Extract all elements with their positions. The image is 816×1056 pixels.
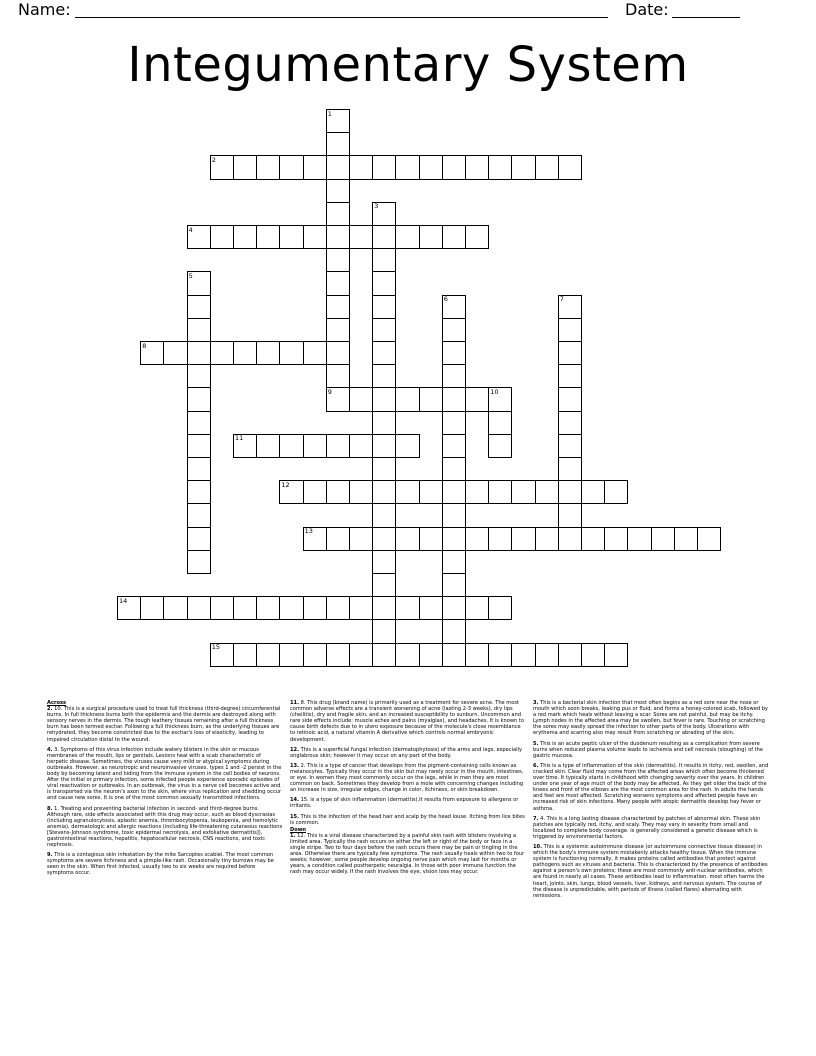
grid-cell[interactable] (187, 503, 211, 527)
grid-cell[interactable] (256, 225, 280, 249)
clue-across-13: 13. 2. This is a type of cancer that develops from the pigment-containing cells known as melanocytes. Typically they occur in the skin but may rarely occur in the mouth, intestines, or eye. In women they most commonly occur on the legs, while in men they are most common on back. Sometimes they develop from a mole with concerning changes including an increase in size, irregular edges, change in color, itchiness, or skin breakdown. (290, 762, 524, 794)
grid-cell[interactable] (558, 480, 582, 504)
name-label: Name: (18, 0, 71, 19)
grid-cell[interactable] (395, 527, 419, 551)
grid-cell[interactable] (558, 295, 582, 319)
grid-cell[interactable] (372, 387, 396, 411)
grid-cell[interactable] (256, 155, 280, 179)
grid-cell[interactable] (349, 225, 373, 249)
clues-column-1 (47, 700, 283, 881)
grid-cell[interactable] (279, 434, 303, 458)
clue-number: 4 (188, 225, 193, 234)
grid-cell[interactable] (187, 364, 211, 388)
grid-cell[interactable] (442, 341, 466, 365)
grid-cell[interactable] (581, 480, 605, 504)
grid-cell[interactable] (326, 271, 350, 295)
grid-cell[interactable] (581, 527, 605, 551)
grid-cell[interactable] (488, 527, 512, 551)
grid-cell[interactable] (465, 643, 489, 667)
grid-cell[interactable] (442, 480, 466, 504)
across-heading: Across (47, 700, 67, 706)
grid-cell[interactable] (395, 387, 419, 411)
grid-cell[interactable] (442, 643, 466, 667)
grid-cell[interactable] (210, 225, 234, 249)
grid-cell[interactable] (349, 596, 373, 620)
grid-cell[interactable] (419, 155, 443, 179)
grid-cell[interactable] (303, 527, 327, 551)
grid-cell[interactable] (326, 387, 350, 411)
grid-cell[interactable] (187, 411, 211, 435)
grid-cell[interactable] (488, 643, 512, 667)
grid-cell[interactable] (349, 434, 373, 458)
grid-cell[interactable] (395, 155, 419, 179)
grid-cell[interactable] (372, 550, 396, 574)
grid-cell[interactable] (256, 341, 280, 365)
grid-cell[interactable] (651, 527, 675, 551)
clues-column-3 (533, 700, 769, 903)
grid-cell[interactable] (187, 550, 211, 574)
grid-cell[interactable] (349, 480, 373, 504)
grid-cell[interactable] (488, 411, 512, 435)
grid-cell[interactable] (326, 527, 350, 551)
grid-cell[interactable] (488, 480, 512, 504)
grid-cell[interactable] (233, 225, 257, 249)
grid-cell[interactable] (419, 596, 443, 620)
grid-cell[interactable] (163, 341, 187, 365)
grid-cell[interactable] (465, 225, 489, 249)
grid-cell[interactable] (210, 643, 234, 667)
grid-cell[interactable] (395, 596, 419, 620)
grid-cell[interactable] (442, 225, 466, 249)
grid-cell[interactable] (349, 527, 373, 551)
grid-cell[interactable] (465, 596, 489, 620)
grid-cell[interactable] (187, 341, 211, 365)
grid-cell[interactable] (303, 155, 327, 179)
grid-cell[interactable] (372, 643, 396, 667)
grid-cell[interactable] (442, 457, 466, 481)
grid-cell[interactable] (697, 527, 721, 551)
grid-cell[interactable] (372, 596, 396, 620)
grid-cell[interactable] (326, 434, 350, 458)
down-heading: Down (290, 826, 307, 833)
clue-across-9: 9. This is a contagious skin infestation by the mite Sarcoptes scabiei. The most common symptoms are severe itchiness and a pimple-like rash. Occasionally tiny burrows may be seen in the skin. When first infected, usually two to six weeks are required before symptoms occur. (47, 852, 274, 877)
clue-down-3: 3. This is a bacterial skin infection that most often begins as a red sore near the nose or mouth which soon breaks, leaking pus or fluid, and forms a honey-colored scab, followed by a red mark which heals without leaving a scar. Sores are not painful, but may be itchy. Lymph nodes in the affected area may be swollen, but fever is rare. Touching or scratching the sores may easily spread the infection to other parts of the body. Ulcerations with erythema and scarring also may result from scratching or abrading of the skin. (533, 700, 768, 737)
grid-cell[interactable] (511, 527, 535, 551)
grid-cell[interactable] (326, 318, 350, 342)
clue-across-11: 11. 8. This drug (brand name) is primarily used as a treatment for severe acne. The most common adverse effects are a transient worsening of acne (lasting 2-3 weeks), dry lips (cheilitis), dry and fragile skin, and an increased susceptibility to sunburn. Uncommon and rare side effects include: muscle aches and pains (myalgias), and headaches. It is known to cause birth defects due to in utero exposure because of the molecule's close resemblance to retinoic acid, a natural vitamin A derivative which controls normal embryonic development. (290, 700, 524, 743)
grid-cell[interactable] (303, 225, 327, 249)
grid-cell[interactable] (372, 411, 396, 435)
grid-cell[interactable] (326, 202, 350, 226)
grid-cell[interactable] (187, 596, 211, 620)
clue-down-10: 10. This is a systemic autoimmune disease (or autoimmune connective tissue disease) in which the body's immune system mistakenly attacks healthy tissue. When the immune system is functioning normally, it makes proteins called antibodies that protect against pathogens such as viruses and bacteria. This is characterized by the presence of antibodies against a person's own proteins; these are most commonly anti-nuclear antibodies, which are found in nearly all cases. These antibodies lead to inflammation. most often harms the heart, joints, skin, lungs, blood vessels, liver, kidneys, and nervous system. The course of the disease is unpredictable, with periods of illness (called flares) alternating with remissions. (533, 843, 768, 899)
grid-cell[interactable] (372, 341, 396, 365)
grid-cell[interactable] (558, 155, 582, 179)
grid-cell[interactable] (442, 364, 466, 388)
grid-cell[interactable] (372, 202, 396, 226)
grid-cell[interactable] (187, 387, 211, 411)
grid-cell[interactable] (488, 596, 512, 620)
clue-number: 10 (490, 387, 499, 396)
clue-number: 1 (327, 109, 332, 118)
grid-cell[interactable] (442, 503, 466, 527)
clue-across-15: 15. This is the infection of the head hair and scalp by the head louse. Itching from lice bites is common. (290, 813, 525, 826)
grid-cell[interactable] (558, 387, 582, 411)
grid-cell[interactable] (279, 341, 303, 365)
grid-cell[interactable] (442, 318, 466, 342)
grid-cell[interactable] (419, 225, 443, 249)
grid-cell[interactable] (372, 527, 396, 551)
grid-cell[interactable] (511, 480, 535, 504)
grid-cell[interactable] (187, 318, 211, 342)
clue-number: 9 (327, 387, 332, 396)
clue-number: 8 (142, 341, 147, 350)
grid-cell[interactable] (488, 155, 512, 179)
clue-number: 6 (443, 295, 448, 304)
grid-cell[interactable] (210, 155, 234, 179)
grid-cell[interactable] (187, 434, 211, 458)
grid-cell[interactable] (372, 457, 396, 481)
date-label: Date: (625, 0, 669, 19)
grid-cell[interactable] (326, 132, 350, 156)
grid-cell[interactable] (187, 457, 211, 481)
clue-number: 2 (211, 155, 216, 164)
grid-cell[interactable] (442, 387, 466, 411)
clue-down-7: 7. 4. This is a long lasting disease characterized by patches of abnormal skin. These skin patches are typically red, itchy, and scaly. They may vary in severity from small and localized to complete body coverage. is generally considered a genetic disease which is triggered by environmental factors. (533, 815, 761, 840)
grid-cell[interactable] (535, 480, 559, 504)
grid-cell[interactable] (558, 411, 582, 435)
grid-cell[interactable] (372, 364, 396, 388)
grid-cell[interactable] (326, 225, 350, 249)
grid-cell[interactable] (465, 527, 489, 551)
grid-cell[interactable] (558, 341, 582, 365)
grid-cell[interactable] (233, 596, 257, 620)
grid-cell[interactable] (372, 318, 396, 342)
clue-across-12: 12. This is a superficial fungal infection (dermatophytosis) of the arms and legs, especially onglabrous skin; however it may occur on any part of the body. (290, 746, 522, 759)
clues-column-2 (290, 700, 526, 879)
clue-down-6: 6. This is a type of inflammation of the skin (dermatitis). It results in itchy, red, swollen, and cracked skin. Clear fluid may come from the affected areas which often become thickened over time. It typically starts in childhood with changing severity over the years. In children under one year of age much of the body may be affected. As they get older the back of the knees and front of the elbows are the most common area for the rash. In adults the hands and feet are most affected. Scratching worsens symptoms and affected people have an increased risk of skin infections. Many people with atopic dermatitis develop hay fever or asthma. (533, 762, 769, 812)
grid-cell[interactable] (326, 364, 350, 388)
grid-cell[interactable] (303, 643, 327, 667)
grid-cell[interactable] (558, 364, 582, 388)
grid-cell[interactable] (465, 480, 489, 504)
grid-cell[interactable] (535, 643, 559, 667)
grid-cell[interactable] (419, 643, 443, 667)
grid-cell[interactable] (465, 155, 489, 179)
clue-across-4: 4. 3. Symptoms of this virus infection include watery blisters in the skin or mucous membranes of the mouth, lips or genitals. Lesions heal with a scab characteristic of herpetic disease. Sometimes, the viruses cause very mild or atypical symptoms during outbreaks. However, as neurotropic and neuroinvasive viruses, types 1 and -2 persist in the body by becoming latent and hiding from the immune system in the cell bodies of neurons. After the initial or primary infection, some infected people experience sporadic episodes of viral reactivation or outbreaks. In an outbreak, the virus in a nerve cell becomes active and is transported via the neuron's axon to the skin, where virus replication and shedding occur and cause new sores. It is one of the most common sexually transmitted infections. (47, 746, 282, 802)
grid-cell[interactable] (604, 643, 628, 667)
grid-cell[interactable] (442, 619, 466, 643)
grid-cell[interactable] (187, 295, 211, 319)
grid-cell[interactable] (349, 643, 373, 667)
grid-cell[interactable] (558, 318, 582, 342)
clue-number: 14 (119, 596, 128, 605)
grid-cell[interactable] (558, 503, 582, 527)
clue-number: 12 (281, 480, 290, 489)
grid-cell[interactable] (419, 387, 443, 411)
grid-cell[interactable] (326, 643, 350, 667)
grid-cell[interactable] (326, 109, 350, 133)
grid-cell[interactable] (256, 434, 280, 458)
grid-cell[interactable] (140, 596, 164, 620)
grid-cell[interactable] (326, 596, 350, 620)
grid-cell[interactable] (442, 411, 466, 435)
grid-cell[interactable] (372, 619, 396, 643)
grid-cell[interactable] (163, 596, 187, 620)
grid-cell[interactable] (372, 480, 396, 504)
grid-cell[interactable] (233, 643, 257, 667)
grid-cell[interactable] (442, 596, 466, 620)
clue-down-1: 1. 12. This is a viral disease characterized by a painful skin rash with blisters involving a limited area. Typically the rash occurs on either the left or right of the body or face in a single stripe. Two to four days before the rash occurs there may be pain or tingling in the area. Otherwise there are typically few symptoms. The rash usually heals within two to four weeks; however, some people develop ongoing nerve pain which may last for months or years, a condition called postherpetic neuralgia. In those with poor immune function the rash may occur widely. If the rash involves the eye, vision loss may occur. (290, 832, 525, 876)
clue-number: 3 (374, 202, 379, 211)
grid-cell[interactable] (303, 341, 327, 365)
grid-cell[interactable] (233, 434, 257, 458)
grid-cell[interactable] (558, 527, 582, 551)
grid-cell[interactable] (535, 155, 559, 179)
grid-cell[interactable] (372, 434, 396, 458)
grid-cell[interactable] (279, 596, 303, 620)
clue-number: 11 (235, 434, 244, 443)
grid-cell[interactable] (326, 341, 350, 365)
grid-cell[interactable] (372, 155, 396, 179)
grid-cell[interactable] (279, 480, 303, 504)
grid-cell[interactable] (558, 434, 582, 458)
grid-cell[interactable] (395, 434, 419, 458)
grid-cell[interactable] (303, 596, 327, 620)
clue-across-2: 2. 10. This is a surgical procedure used to treat full thickness (third-degree) circumferential burns. In full thickness burns both the epidermis and the dermis are destroyed along with sensory nerves in the dermis. The tough leathery tissues remaining after a full thickness burn has been termed eschar. Following a full thickness burn, as the underlying tissues are rehydrated, they become constricted due to the eschar's loss of elasticity, leading to impaired circulation distal to the wound. (47, 706, 281, 743)
clue-down-5: 5. This is an acute peptic ulcer of the duodenum resulting as a complication from severe burns when reduced plasma volume leads to ischemia and cell necrosis (sloughing) of the gastric mucosa. (533, 740, 764, 759)
grid-cell[interactable] (442, 295, 466, 319)
grid-cell[interactable] (419, 527, 443, 551)
grid-cell[interactable] (372, 271, 396, 295)
grid-cell[interactable] (256, 596, 280, 620)
grid-cell[interactable] (256, 643, 280, 667)
grid-cell[interactable] (442, 573, 466, 597)
grid-cell[interactable] (233, 155, 257, 179)
grid-cell[interactable] (187, 527, 211, 551)
clue-across-14: 14. 15. is a type of skin inflammation (dermatitis).It results from exposure to allergens or irritants. (290, 797, 519, 810)
grid-cell[interactable] (279, 643, 303, 667)
grid-cell[interactable] (117, 596, 141, 620)
grid-cell[interactable] (187, 271, 211, 295)
grid-cell[interactable] (442, 155, 466, 179)
grid-cell[interactable] (326, 248, 350, 272)
grid-cell[interactable] (326, 480, 350, 504)
grid-cell[interactable] (558, 643, 582, 667)
grid-cell[interactable] (674, 527, 698, 551)
grid-cell[interactable] (279, 225, 303, 249)
grid-cell[interactable] (372, 225, 396, 249)
grid-cell[interactable] (279, 155, 303, 179)
grid-cell[interactable] (604, 527, 628, 551)
grid-cell[interactable] (511, 155, 535, 179)
clue-across-8: 8. 1. Treating and preventing bacterial infection in second- and third-degree burns. Although rare, side effects associated with this drug may occur, such as blood dyscrasias (including agranulocytosis, aplastic anemia, thrombocytopenia, leukopenia, and hemolytic anemia), dermatologic and allergic reactions (including life-threatening cutaneous reactions [Stevens-Johnson syndrome, toxic epidermal necrolysis, and exfoliative dermatitis]), gastrointestinal reactions, hepatitis, hepatocellular necrosis, CNS reactions, and toxic nephrosis. (47, 805, 283, 849)
grid-cell[interactable] (303, 480, 327, 504)
grid-cell[interactable] (372, 573, 396, 597)
grid-cell[interactable] (395, 225, 419, 249)
grid-cell[interactable] (627, 527, 651, 551)
grid-cell[interactable] (303, 434, 327, 458)
grid-cell[interactable] (442, 550, 466, 574)
grid-cell[interactable] (604, 480, 628, 504)
grid-cell[interactable] (372, 248, 396, 272)
grid-cell[interactable] (395, 643, 419, 667)
grid-cell[interactable] (326, 155, 350, 179)
grid-cell[interactable] (488, 387, 512, 411)
grid-cell[interactable] (349, 155, 373, 179)
grid-cell[interactable] (558, 457, 582, 481)
clue-number: 7 (559, 295, 564, 304)
grid-cell[interactable] (140, 341, 164, 365)
page-title: Integumentary System (127, 37, 689, 93)
grid-cell[interactable] (442, 434, 466, 458)
grid-cell[interactable] (210, 341, 234, 365)
grid-cell[interactable] (581, 643, 605, 667)
grid-cell[interactable] (372, 295, 396, 319)
grid-cell[interactable] (326, 295, 350, 319)
grid-cell[interactable] (535, 527, 559, 551)
grid-cell[interactable] (326, 179, 350, 203)
grid-cell[interactable] (349, 387, 373, 411)
clue-number: 13 (304, 527, 313, 536)
grid-cell[interactable] (395, 480, 419, 504)
grid-cell[interactable] (187, 480, 211, 504)
grid-cell[interactable] (488, 434, 512, 458)
clue-number: 5 (188, 271, 193, 280)
grid-cell[interactable] (442, 527, 466, 551)
grid-cell[interactable] (233, 341, 257, 365)
grid-cell[interactable] (187, 225, 211, 249)
grid-cell[interactable] (372, 503, 396, 527)
grid-cell[interactable] (511, 643, 535, 667)
grid-cell[interactable] (465, 387, 489, 411)
grid-cell[interactable] (210, 596, 234, 620)
clue-number: 15 (211, 643, 221, 652)
grid-cell[interactable] (419, 480, 443, 504)
